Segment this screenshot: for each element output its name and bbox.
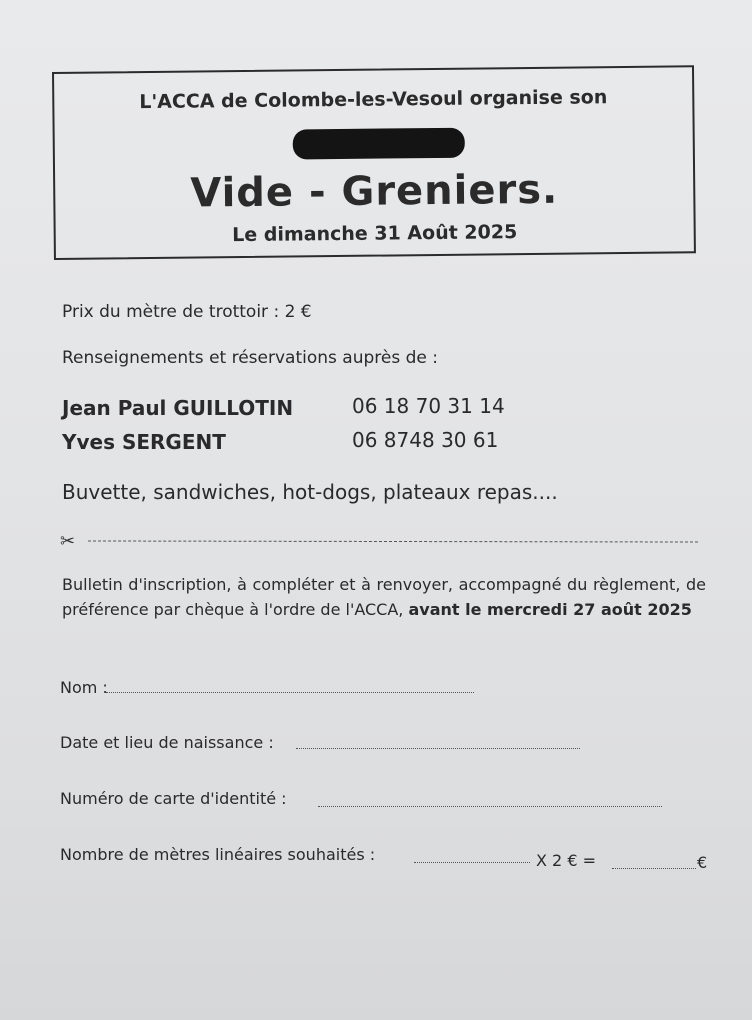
registration-intro [62, 572, 706, 622]
contact-phone: 06 8748 30 61 [352, 428, 499, 452]
contact-intro: Renseignements et réservations auprès de : [62, 348, 438, 368]
metres-field[interactable] [414, 862, 530, 863]
event-date: Le dimanche 31 Août 2025 [232, 221, 518, 247]
field-label-nom: Nom : [60, 678, 108, 697]
contact-name: Jean Paul GUILLOTIN [62, 396, 294, 420]
header-box [52, 65, 696, 260]
contact-name: Yves SERGENT [62, 430, 226, 454]
scissors-icon: ✂ [60, 531, 76, 552]
currency-label: € [697, 853, 708, 872]
price-line: Prix du mètre de trottoir : 2 € [62, 302, 312, 322]
contact-phone: 06 18 70 31 14 [352, 394, 505, 418]
naissance-field[interactable] [296, 748, 580, 749]
multiplier-label: X 2 € = [536, 851, 596, 870]
redaction-mark [293, 128, 465, 160]
nom-field[interactable] [106, 692, 474, 693]
field-label-metres: Nombre de mètres linéaires souhaités : [60, 845, 376, 864]
total-field[interactable] [612, 868, 696, 869]
registration-deadline: avant le mercredi 27 août 2025 [408, 600, 692, 619]
field-label-carte: Numéro de carte d'identité : [60, 789, 287, 808]
registration-text: Bulletin d'inscription, à compléter et à renvoyer, accompagné du règlement, de préférence par chèque à l'ordre de l'ACCA, [62, 575, 706, 619]
event-title: Vide - Greniers. [190, 166, 559, 217]
organizer-line: L'ACCA de Colombe-les-Vesoul organise son [139, 86, 608, 114]
field-label-naissance: Date et lieu de naissance : [60, 733, 274, 752]
refreshments-line: Buvette, sandwiches, hot-dogs, plateaux repas.... [62, 480, 558, 504]
carte-field[interactable] [318, 806, 662, 807]
cut-line [88, 540, 698, 542]
